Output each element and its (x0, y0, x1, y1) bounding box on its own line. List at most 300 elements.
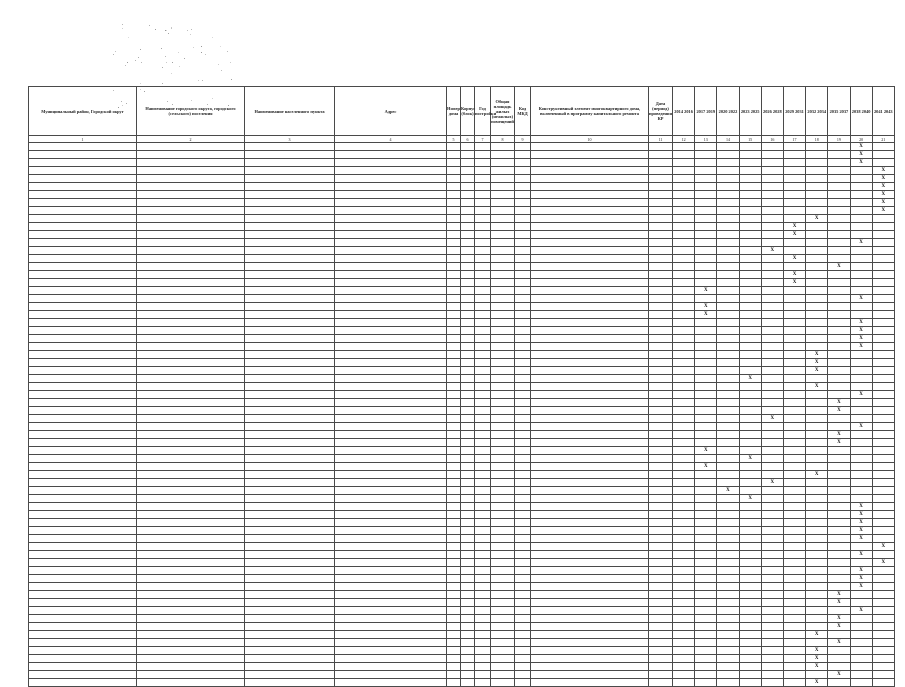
table-cell (475, 591, 491, 599)
period-cell (872, 167, 894, 175)
period-mark: X (881, 200, 886, 205)
period-cell (850, 495, 872, 503)
period-cell (673, 535, 695, 543)
table-cell (491, 631, 515, 639)
period-cell (695, 671, 717, 679)
column-number: 6 (461, 136, 475, 143)
table-cell (475, 327, 491, 335)
period-cell (761, 159, 783, 167)
period-cell (695, 239, 717, 247)
period-cell (739, 439, 761, 447)
table-cell (515, 303, 531, 311)
table-cell (29, 167, 137, 175)
column-header: 2023 2025 (739, 87, 761, 136)
table-cell (475, 575, 491, 583)
table-row (29, 599, 895, 607)
period-cell (828, 383, 850, 391)
table-cell (491, 519, 515, 527)
table-cell (335, 311, 447, 319)
period-cell (828, 303, 850, 311)
period-cell (761, 199, 783, 207)
period-cell (850, 327, 872, 335)
table-cell (461, 407, 475, 415)
table-cell (335, 631, 447, 639)
period-cell (828, 311, 850, 319)
table-cell (491, 671, 515, 679)
period-cell (695, 455, 717, 463)
period-cell (783, 655, 805, 663)
table-cell (531, 631, 649, 639)
table-cell (447, 319, 461, 327)
period-cell (872, 479, 894, 487)
table-cell (137, 471, 245, 479)
table-row (29, 151, 895, 159)
period-cell (783, 407, 805, 415)
table-cell (335, 263, 447, 271)
table-cell (245, 519, 335, 527)
period-cell (828, 631, 850, 639)
table-cell (475, 215, 491, 223)
period-cell (717, 311, 739, 319)
table-cell (335, 175, 447, 183)
period-cell (739, 591, 761, 599)
table-cell (491, 423, 515, 431)
period-cell (872, 247, 894, 255)
period-mark: X (726, 488, 730, 493)
table-cell (515, 535, 531, 543)
table-cell (515, 551, 531, 559)
period-cell (828, 575, 850, 583)
table-cell (137, 559, 245, 567)
table-cell (475, 639, 491, 647)
period-cell (739, 551, 761, 559)
period-cell (673, 175, 695, 183)
period-cell (872, 639, 894, 647)
table-cell (137, 151, 245, 159)
table-row (29, 263, 895, 271)
period-cell (717, 391, 739, 399)
period-cell (783, 399, 805, 407)
table-cell (29, 263, 137, 271)
table-cell (245, 535, 335, 543)
column-number: 14 (717, 136, 739, 143)
period-cell (673, 639, 695, 647)
period-cell (806, 415, 828, 423)
period-cell (739, 159, 761, 167)
period-cell (695, 407, 717, 415)
period-cell (828, 143, 850, 151)
period-cell (783, 239, 805, 247)
table-cell (649, 239, 673, 247)
period-cell (717, 279, 739, 287)
period-cell (739, 279, 761, 287)
period-cell (850, 455, 872, 463)
table-cell (29, 159, 137, 167)
table-cell (447, 439, 461, 447)
table-row (29, 159, 895, 167)
table-cell (475, 479, 491, 487)
table-cell (491, 183, 515, 191)
period-cell (828, 583, 850, 591)
period-cell (695, 295, 717, 303)
period-cell (828, 319, 850, 327)
period-mark: X (859, 504, 863, 509)
period-cell (872, 503, 894, 511)
period-cell (783, 623, 805, 631)
period-cell (673, 143, 695, 151)
table-cell (137, 463, 245, 471)
period-cell (872, 583, 894, 591)
table-cell (475, 567, 491, 575)
period-cell (872, 239, 894, 247)
period-mark: X (837, 440, 841, 445)
column-number: 12 (673, 136, 695, 143)
period-cell (739, 303, 761, 311)
period-cell (783, 663, 805, 671)
table-cell (515, 543, 531, 551)
period-cell (850, 255, 872, 263)
table-cell (475, 375, 491, 383)
period-cell (806, 359, 828, 367)
table-row (29, 191, 895, 199)
period-cell (783, 191, 805, 199)
period-cell (872, 551, 894, 559)
column-number: 8 (491, 136, 515, 143)
period-cell (695, 207, 717, 215)
table-cell (531, 383, 649, 391)
table-cell (649, 511, 673, 519)
table-cell (531, 415, 649, 423)
period-cell (739, 599, 761, 607)
table-cell (461, 383, 475, 391)
table-cell (649, 199, 673, 207)
table-row (29, 559, 895, 567)
table-cell (461, 367, 475, 375)
table-cell (491, 143, 515, 151)
table-cell (461, 583, 475, 591)
table-cell (475, 431, 491, 439)
table-cell (515, 415, 531, 423)
period-cell (761, 431, 783, 439)
table-cell (245, 511, 335, 519)
table-cell (335, 487, 447, 495)
table-cell (491, 239, 515, 247)
table-cell (531, 671, 649, 679)
period-cell (806, 327, 828, 335)
table-cell (649, 311, 673, 319)
table-cell (137, 519, 245, 527)
table-cell (447, 167, 461, 175)
table-cell (245, 223, 335, 231)
period-cell (872, 423, 894, 431)
period-cell (695, 655, 717, 663)
table-cell (531, 407, 649, 415)
period-cell (695, 303, 717, 311)
table-cell (649, 591, 673, 599)
period-cell (828, 231, 850, 239)
table-cell (649, 263, 673, 271)
table-cell (475, 399, 491, 407)
period-cell (872, 415, 894, 423)
period-cell (828, 391, 850, 399)
table-cell (461, 463, 475, 471)
table-cell (515, 639, 531, 647)
table-cell (447, 151, 461, 159)
table-cell (137, 279, 245, 287)
period-cell (783, 175, 805, 183)
period-mark: X (703, 312, 708, 317)
column-number: 3 (245, 136, 335, 143)
period-cell (783, 439, 805, 447)
period-cell (673, 255, 695, 263)
period-cell (761, 615, 783, 623)
table-cell (245, 319, 335, 327)
table-cell (335, 535, 447, 543)
period-cell (761, 375, 783, 383)
column-number: 11 (649, 136, 673, 143)
table-cell (461, 151, 475, 159)
table-cell (515, 327, 531, 335)
table-cell (29, 511, 137, 519)
table-cell (29, 503, 137, 511)
period-cell (828, 431, 850, 439)
period-cell (872, 287, 894, 295)
table-cell (447, 311, 461, 319)
period-cell (850, 599, 872, 607)
table-cell (137, 663, 245, 671)
table-cell (461, 159, 475, 167)
table-cell (649, 351, 673, 359)
period-cell (850, 655, 872, 663)
table-cell (447, 623, 461, 631)
period-cell (695, 311, 717, 319)
table-cell (515, 447, 531, 455)
period-cell (761, 591, 783, 599)
period-cell (717, 535, 739, 543)
period-cell (850, 287, 872, 295)
period-cell (828, 199, 850, 207)
period-cell (695, 463, 717, 471)
period-cell (761, 151, 783, 159)
period-mark: X (814, 648, 819, 653)
period-cell (717, 599, 739, 607)
table-cell (515, 679, 531, 687)
column-number: 17 (783, 136, 805, 143)
table-cell (491, 351, 515, 359)
table-cell (447, 191, 461, 199)
period-cell (850, 279, 872, 287)
table-cell (531, 375, 649, 383)
period-cell (806, 575, 828, 583)
table-cell (649, 215, 673, 223)
period-cell (673, 655, 695, 663)
period-cell (761, 367, 783, 375)
table-row (29, 239, 895, 247)
table-cell (531, 167, 649, 175)
period-cell (761, 239, 783, 247)
period-cell (717, 383, 739, 391)
table-cell (475, 599, 491, 607)
period-cell (673, 311, 695, 319)
table-cell (461, 199, 475, 207)
table-cell (29, 223, 137, 231)
period-cell (806, 207, 828, 215)
table-cell (245, 367, 335, 375)
period-cell (850, 223, 872, 231)
table-cell (461, 255, 475, 263)
period-cell (783, 575, 805, 583)
table-cell (491, 655, 515, 663)
period-cell (850, 391, 872, 399)
table-cell (461, 527, 475, 535)
table-cell (515, 351, 531, 359)
table-cell (137, 423, 245, 431)
period-cell (695, 511, 717, 519)
table-cell (137, 431, 245, 439)
table-cell (245, 183, 335, 191)
period-cell (850, 239, 872, 247)
period-mark: X (748, 496, 752, 501)
period-cell (739, 287, 761, 295)
period-cell (739, 447, 761, 455)
table-cell (335, 575, 447, 583)
period-cell (717, 415, 739, 423)
period-cell (717, 423, 739, 431)
table-cell (447, 615, 461, 623)
table-cell (245, 327, 335, 335)
period-cell (695, 367, 717, 375)
table-cell (137, 263, 245, 271)
table-cell (461, 287, 475, 295)
table-cell (649, 655, 673, 663)
period-cell (695, 559, 717, 567)
period-cell (673, 647, 695, 655)
table-cell (649, 599, 673, 607)
period-cell (850, 663, 872, 671)
period-cell (783, 463, 805, 471)
period-cell (739, 655, 761, 663)
table-cell (649, 231, 673, 239)
table-row (29, 551, 895, 559)
period-cell (739, 319, 761, 327)
period-cell (806, 247, 828, 255)
period-cell (673, 519, 695, 527)
table-cell (447, 367, 461, 375)
table-cell (137, 655, 245, 663)
period-cell (739, 375, 761, 383)
period-cell (806, 263, 828, 271)
table-cell (649, 463, 673, 471)
table-cell (29, 599, 137, 607)
table-row (29, 391, 895, 399)
period-cell (717, 239, 739, 247)
table-cell (245, 407, 335, 415)
table-cell (137, 679, 245, 687)
table-cell (515, 319, 531, 327)
table-cell (447, 231, 461, 239)
table-cell (649, 175, 673, 183)
table-cell (649, 343, 673, 351)
period-cell (739, 487, 761, 495)
period-cell (783, 615, 805, 623)
table-cell (531, 663, 649, 671)
table-cell (137, 319, 245, 327)
table-cell (29, 215, 137, 223)
table-cell (531, 327, 649, 335)
table-cell (29, 447, 137, 455)
period-cell (783, 303, 805, 311)
table-cell (29, 639, 137, 647)
period-cell (806, 159, 828, 167)
table-cell (475, 143, 491, 151)
table-row (29, 591, 895, 599)
table-cell (29, 431, 137, 439)
table-cell (29, 327, 137, 335)
table-cell (475, 287, 491, 295)
table-cell (491, 543, 515, 551)
period-cell (872, 535, 894, 543)
table-cell (491, 639, 515, 647)
period-cell (695, 215, 717, 223)
table-cell (531, 391, 649, 399)
period-cell (850, 191, 872, 199)
table-cell (245, 575, 335, 583)
table-cell (515, 607, 531, 615)
table-cell (649, 559, 673, 567)
table-cell (531, 519, 649, 527)
table-row (29, 399, 895, 407)
table-cell (491, 583, 515, 591)
period-cell (783, 455, 805, 463)
period-cell (695, 191, 717, 199)
period-cell (783, 351, 805, 359)
period-cell (872, 511, 894, 519)
period-mark: X (837, 432, 841, 437)
period-cell (673, 391, 695, 399)
period-cell (783, 647, 805, 655)
period-cell (783, 631, 805, 639)
column-number: 1 (29, 136, 137, 143)
table-cell (649, 183, 673, 191)
table-cell (29, 143, 137, 151)
period-cell (850, 271, 872, 279)
table-cell (649, 679, 673, 687)
period-cell (695, 255, 717, 263)
table-cell (335, 279, 447, 287)
table-cell (649, 423, 673, 431)
table-cell (447, 575, 461, 583)
table-row (29, 431, 895, 439)
period-cell (695, 679, 717, 687)
period-cell (872, 591, 894, 599)
period-cell (739, 647, 761, 655)
table-cell (137, 287, 245, 295)
period-cell (806, 583, 828, 591)
table-cell (491, 327, 515, 335)
period-cell (806, 399, 828, 407)
period-cell (828, 407, 850, 415)
table-cell (245, 671, 335, 679)
period-cell (739, 511, 761, 519)
table-row (29, 455, 895, 463)
period-cell (850, 503, 872, 511)
period-cell (739, 295, 761, 303)
period-cell (761, 223, 783, 231)
table-cell (137, 455, 245, 463)
period-cell (717, 455, 739, 463)
column-number: 2 (137, 136, 245, 143)
table-cell (491, 207, 515, 215)
